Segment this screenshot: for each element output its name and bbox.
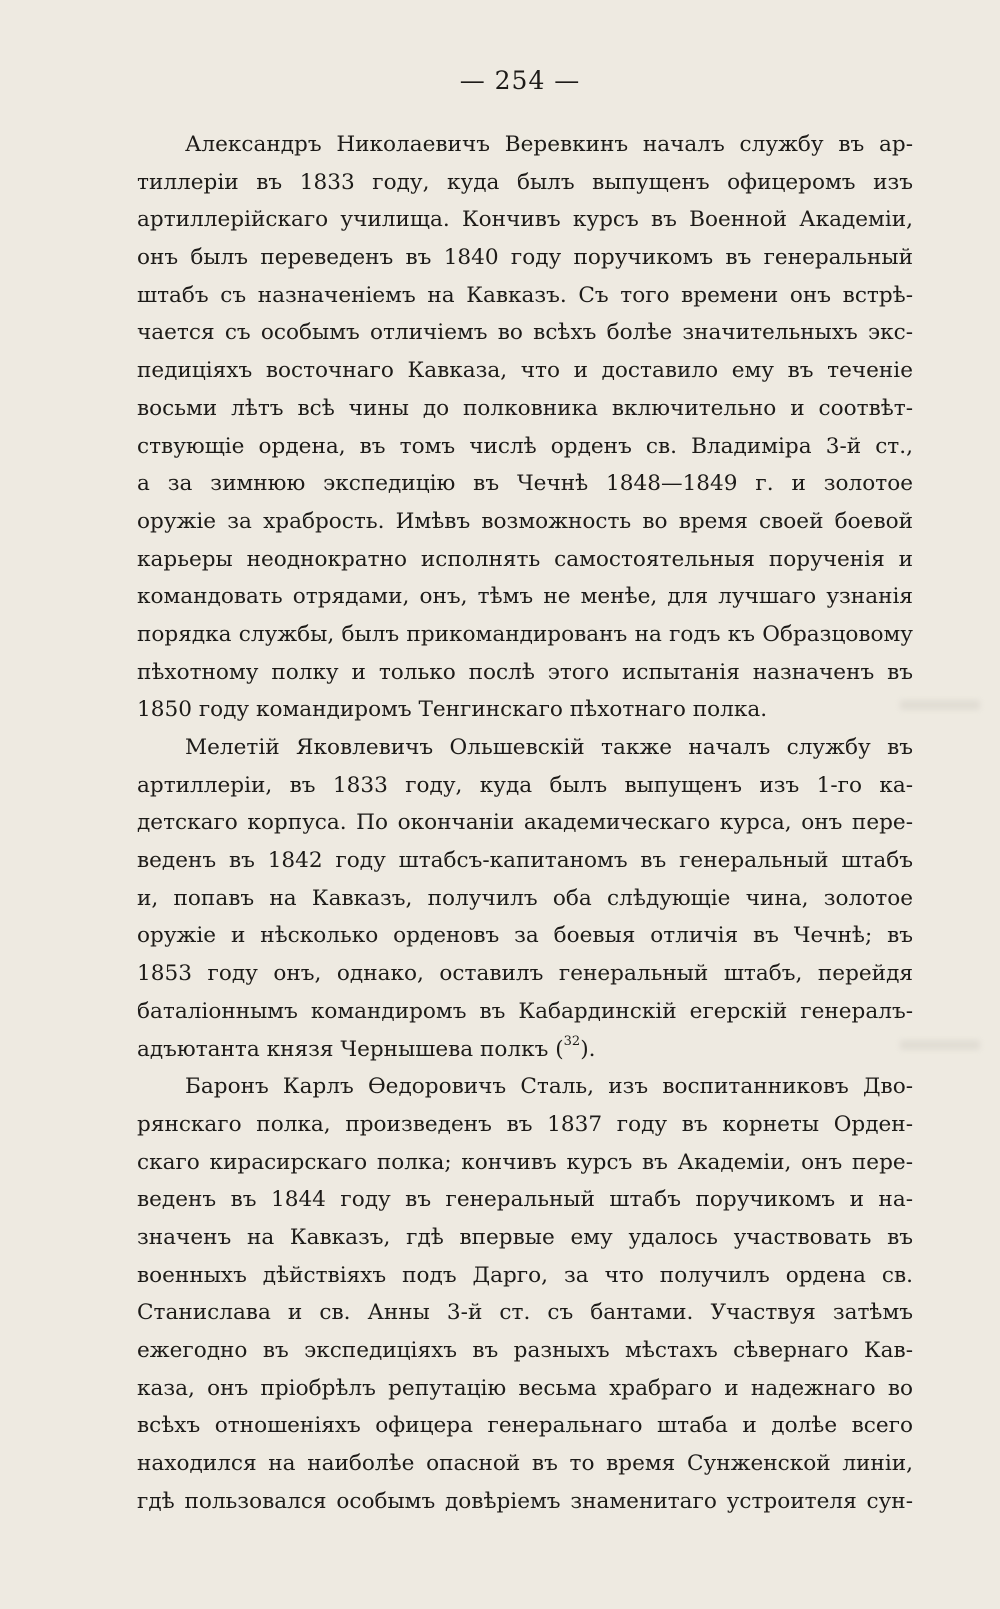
text-line: порядка службы, былъ прикомандированъ на годъ къ Образцовому [137, 621, 913, 647]
text-line: скаго кирасирскаго полка; кончивъ курсъ въ Академіи, онъ пере- [137, 1149, 913, 1175]
footnote-marker[interactable]: 32 [563, 1034, 581, 1050]
text-line: ежегодно въ экспедиціяхъ въ разныхъ мѣстахъ сѣвернаго Кав- [137, 1338, 913, 1363]
text-line: ствующіе ордена, въ томъ числѣ орденъ св. Владиміра 3-й ст., [137, 433, 913, 459]
text-line: военныхъ дѣйствіяхъ подъ Дарго, за что получилъ ордена св. [137, 1262, 913, 1288]
body-text [137, 126, 913, 1520]
text-line: карьеры неоднократно исполнять самостоятельныя порученія и [137, 546, 913, 572]
text-line: 1853 году онъ, однако, оставилъ генеральный штабъ, перейдя [137, 961, 913, 987]
text-line: командовать отрядами, онъ, тѣмъ не менѣе, для лучшаго узнанія [137, 584, 913, 610]
text-line-content: адъютанта князя Чернышева полкъ ( [137, 1036, 564, 1062]
text-line: Александръ Николаевичъ Веревкинъ началъ службу въ ар- [185, 132, 913, 157]
text-line: рянскаго полка, произведенъ въ 1837 году въ корнеты Орден- [137, 1111, 913, 1137]
text-line: педиціяхъ восточнаго Кавказа, что и доставило ему въ теченіе [137, 358, 913, 384]
text-line: баталіоннымъ командиромъ въ Кабардинскій егерскій генералъ- [137, 998, 913, 1024]
text-line: штабъ съ назначеніемъ на Кавказъ. Съ того времени онъ встрѣ- [137, 282, 913, 308]
text-line: значенъ на Кавказъ, гдѣ впервые ему удалось участвовать въ [137, 1224, 913, 1250]
text-line: оружіе за храбрость. Имѣвъ возможность во время своей боевой [137, 508, 913, 534]
text-line: веденъ въ 1842 году штабсъ-капитаномъ въ генеральный штабъ [137, 848, 913, 874]
text-line: а за зимнюю экспедицію въ Чечнѣ 1848—1849 г. и золотое [137, 471, 913, 497]
text-line: онъ былъ переведенъ въ 1840 году поручикомъ въ генеральный [137, 245, 913, 271]
text-line: артиллеріи, въ 1833 году, куда былъ выпущенъ изъ 1-го ка- [137, 772, 913, 798]
text-line: Мелетій Яковлевичъ Ольшевскій также началъ службу въ [185, 735, 913, 760]
text-line: оружіе и нѣсколько орденовъ за боевыя отличія въ Чечнѣ; въ [137, 923, 913, 949]
text-line: гдѣ пользовался особымъ довѣріемъ знаменитаго устроителя сун- [137, 1488, 913, 1514]
text-line: восьми лѣтъ всѣ чины до полковника включительно и соотвѣт- [137, 395, 913, 421]
footnote-closing: ). [580, 1036, 596, 1062]
text-line: детскаго корпуса. По окончаніи академическаго курса, онъ пере- [137, 810, 913, 836]
text-line: артиллерійскаго училища. Кончивъ курсъ въ Военной Академіи, [137, 207, 913, 233]
text-line: находился на наиболѣе опасной въ то время Сунженской линіи, [137, 1451, 913, 1477]
page-number: — 254 — [459, 66, 581, 95]
text-line: веденъ въ 1844 году въ генеральный штабъ поручикомъ и на- [137, 1187, 913, 1213]
text-line [137, 1031, 913, 1069]
text-line: чается съ особымъ отличіемъ во всѣхъ болѣе значительныхъ экс- [137, 320, 913, 346]
text-line: 1850 году командиромъ Тенгинскаго пѣхотнаго полка. [137, 697, 768, 723]
text-line: и, попавъ на Кавказъ, получилъ оба слѣдующіе чина, золотое [137, 885, 913, 911]
text-line: Баронъ Карлъ Ѳедоровичъ Сталь, изъ воспитанниковъ Дво- [185, 1074, 913, 1100]
text-line: тиллеріи въ 1833 году, куда былъ выпущенъ офицеромъ изъ [137, 169, 913, 195]
text-line: всѣхъ отношеніяхъ офицера генеральнаго штаба и долѣе всего [137, 1413, 913, 1439]
text-line: пѣхотному полку и только послѣ этого испытанія назначенъ въ [137, 659, 913, 685]
text-line: Станислава и св. Анны 3-й ст. съ бантами. Участвуя затѣмъ [137, 1300, 913, 1326]
text-line: каза, онъ пріобрѣлъ репутацію весьма храбраго и надежнаго во [137, 1375, 913, 1401]
